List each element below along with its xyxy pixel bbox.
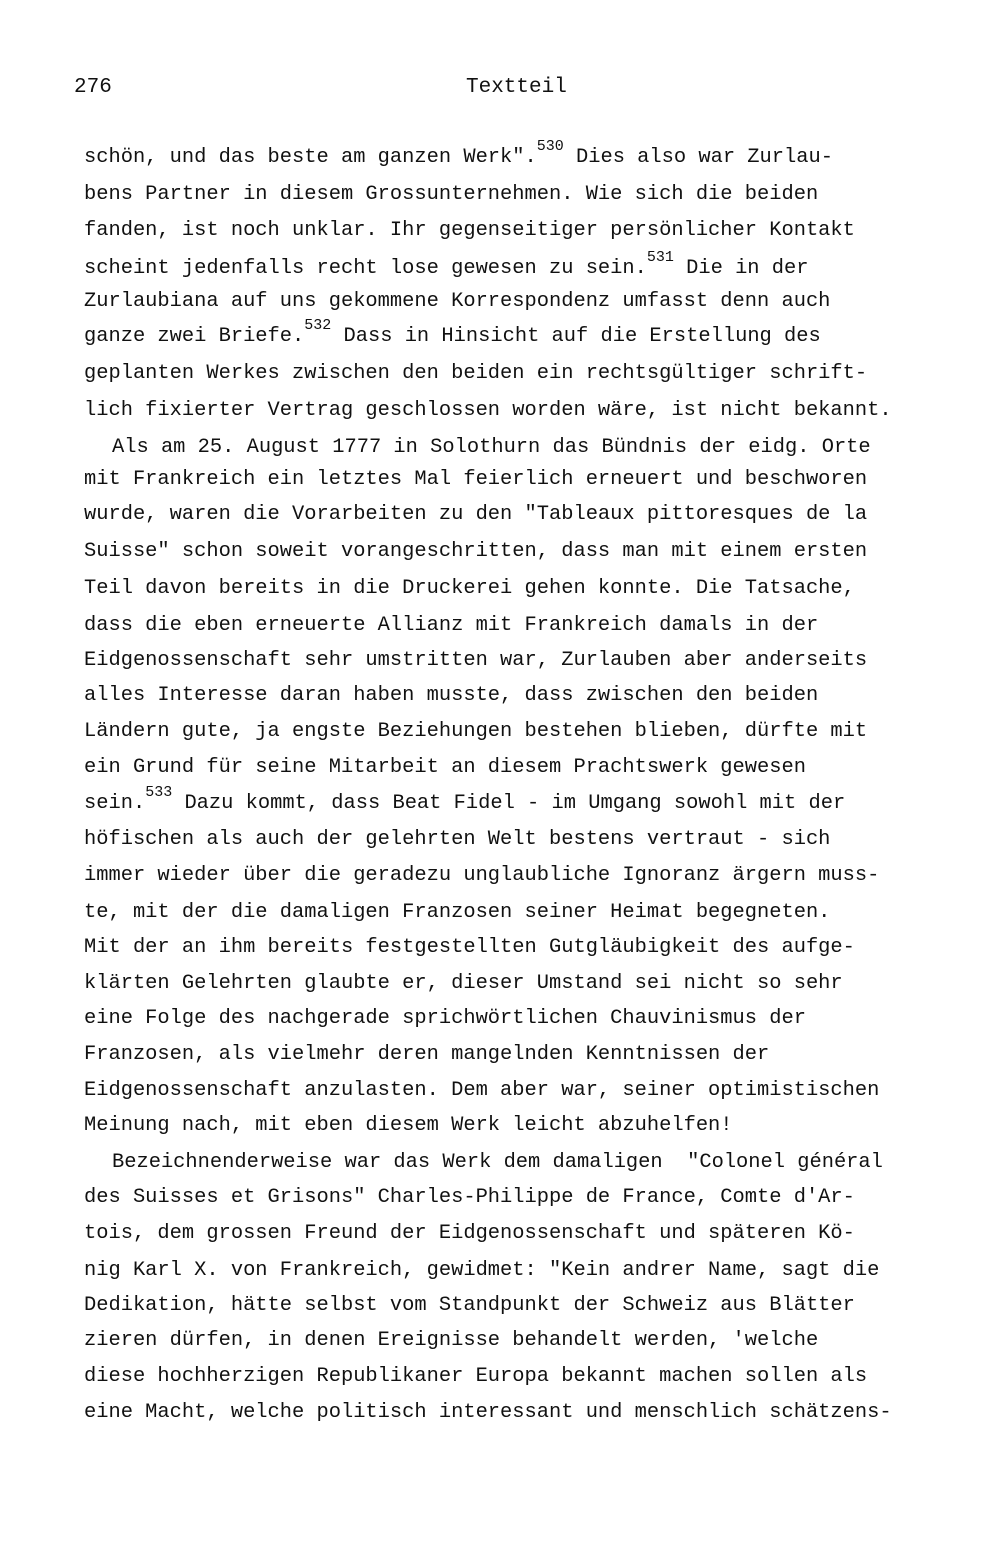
text-line bbox=[84, 1042, 769, 1068]
running-title: Textteil bbox=[466, 76, 567, 99]
line-text: fanden, ist noch unklar. Ihr gegenseitiger persönlicher Kontakt bbox=[84, 219, 855, 242]
text-line bbox=[84, 539, 867, 565]
text-line bbox=[84, 1364, 867, 1390]
text-line bbox=[112, 1150, 883, 1176]
line-text: höfischen als auch der gelehrten Welt bestens vertraut - sich bbox=[84, 828, 831, 851]
text-line bbox=[84, 182, 818, 208]
page-header bbox=[74, 74, 924, 102]
text-line bbox=[84, 138, 833, 171]
text-line bbox=[84, 249, 809, 282]
line-text: Teil davon bereits in die Druckerei gehen konnte. Die Tatsache, bbox=[84, 577, 855, 600]
line-text: sein. bbox=[84, 792, 146, 815]
line-text: Dedikation, hätte selbst vom Standpunkt der Schweiz aus Blätter bbox=[84, 1294, 855, 1317]
line-text: Mit der an ihm bereits festgestellten Gutgläubigkeit des aufge- bbox=[84, 936, 855, 959]
line-text: Ländern gute, ja engste Beziehungen bestehen blieben, dürfte mit bbox=[84, 720, 868, 743]
text-line bbox=[84, 576, 855, 602]
text-line bbox=[84, 1258, 879, 1284]
line-text: des Suisses et Grisons" Charles-Philippe de France, Comte d'Ar- bbox=[84, 1186, 855, 1209]
text-line bbox=[84, 1293, 855, 1319]
line-text: dass die eben erneuerte Allianz mit Frankreich damals in der bbox=[84, 614, 819, 637]
text-line bbox=[84, 1400, 892, 1426]
text-line bbox=[84, 719, 867, 745]
text-line bbox=[84, 1078, 879, 1104]
line-text-continued: Die in der bbox=[673, 257, 809, 280]
line-text: tois, dem grossen Freund der Eidgenossenschaft und späteren Kö- bbox=[84, 1222, 855, 1245]
text-line bbox=[84, 648, 867, 674]
text-line bbox=[84, 467, 867, 493]
line-text: Eidgenossenschaft sehr umstritten war, Zurlauben aber anderseits bbox=[84, 649, 868, 672]
line-text: Meinung nach, mit eben diesem Werk leicht abzuhelfen! bbox=[84, 1114, 733, 1137]
line-text: Bezeichnenderweise war das Werk dem damaligen "Colonel général bbox=[112, 1151, 883, 1174]
text-line bbox=[84, 218, 855, 244]
line-text: Zurlaubiana auf uns gekommene Korrespondenz umfasst denn auch bbox=[84, 290, 831, 313]
line-text: scheint jedenfalls recht lose gewesen zu sein. bbox=[84, 257, 647, 280]
line-text: ganze zwei Briefe. bbox=[84, 325, 305, 348]
text-line bbox=[84, 361, 867, 387]
line-text: diese hochherzigen Republikaner Europa bekannt machen sollen als bbox=[84, 1365, 868, 1388]
line-text: Eidgenossenschaft anzulasten. Dem aber war, seiner optimistischen bbox=[84, 1079, 880, 1102]
text-line bbox=[84, 289, 830, 315]
line-text: Suisse" schon soweit vorangeschritten, dass man mit einem ersten bbox=[84, 540, 868, 563]
footnote-reference: 530 bbox=[536, 138, 564, 156]
text-line bbox=[84, 755, 806, 781]
line-text: Franzosen, als vielmehr deren mangelnden Kenntnissen der bbox=[84, 1043, 770, 1066]
footnote-reference: 533 bbox=[145, 784, 173, 802]
line-text: te, mit der die damaligen Franzosen seiner Heimat begegneten. bbox=[84, 901, 831, 924]
text-line bbox=[84, 971, 843, 997]
text-line bbox=[84, 1113, 733, 1139]
text-line bbox=[84, 613, 818, 639]
text-line bbox=[84, 1185, 855, 1211]
text-line bbox=[84, 900, 830, 926]
line-text: lich fixierter Vertrag geschlossen worden wäre, ist nicht bekannt. bbox=[84, 399, 892, 422]
line-text: alles Interesse daran haben musste, dass zwischen den beiden bbox=[84, 684, 819, 707]
line-text: mit Frankreich ein letztes Mal feierlich erneuert und beschworen bbox=[84, 468, 868, 491]
line-text-continued: Dass in Hinsicht auf die Erstellung des bbox=[331, 325, 821, 348]
line-text: nig Karl X. von Frankreich, gewidmet: "Kein andrer Name, sagt die bbox=[84, 1259, 880, 1282]
text-line bbox=[84, 1006, 806, 1032]
line-text: eine Folge des nachgerade sprichwörtlichen Chauvinismus der bbox=[84, 1007, 806, 1030]
text-line bbox=[84, 935, 855, 961]
text-line bbox=[84, 398, 892, 424]
page-number: 276 bbox=[74, 76, 112, 99]
line-text-continued: Dazu kommt, dass Beat Fidel - im Umgang sowohl mit der bbox=[172, 792, 846, 815]
text-line bbox=[112, 435, 871, 461]
line-text: bens Partner in diesem Grossunternehmen. Wie sich die beiden bbox=[84, 183, 819, 206]
line-text-continued: Dies also war Zurlau- bbox=[563, 146, 833, 169]
text-line bbox=[84, 863, 879, 889]
line-text: ein Grund für seine Mitarbeit an diesem Prachtswerk gewesen bbox=[84, 756, 806, 779]
text-line bbox=[84, 1221, 855, 1247]
text-line bbox=[84, 784, 846, 817]
line-text: eine Macht, welche politisch interessant und menschlich schätzens- bbox=[84, 1401, 892, 1424]
line-text: Als am 25. August 1777 in Solothurn das Bündnis der eidg. Orte bbox=[112, 436, 871, 459]
line-text: klärten Gelehrten glaubte er, dieser Umstand sei nicht so sehr bbox=[84, 972, 843, 995]
text-line bbox=[84, 317, 821, 350]
line-text: schön, und das beste am ganzen Werk". bbox=[84, 146, 537, 169]
text-line bbox=[84, 1328, 818, 1354]
line-text: immer wieder über die geradezu unglaubliche Ignoranz ärgern muss- bbox=[84, 864, 880, 887]
text-line bbox=[84, 502, 867, 528]
footnote-reference: 531 bbox=[646, 249, 674, 267]
footnote-reference: 532 bbox=[304, 317, 332, 335]
line-text: zieren dürfen, in denen Ereignisse behandelt werden, 'welche bbox=[84, 1329, 819, 1352]
text-line bbox=[84, 683, 818, 709]
line-text: wurde, waren die Vorarbeiten zu den "Tableaux pittoresques de la bbox=[84, 503, 868, 526]
text-line bbox=[84, 827, 830, 853]
line-text: geplanten Werkes zwischen den beiden ein rechtsgültiger schrift- bbox=[84, 362, 868, 385]
